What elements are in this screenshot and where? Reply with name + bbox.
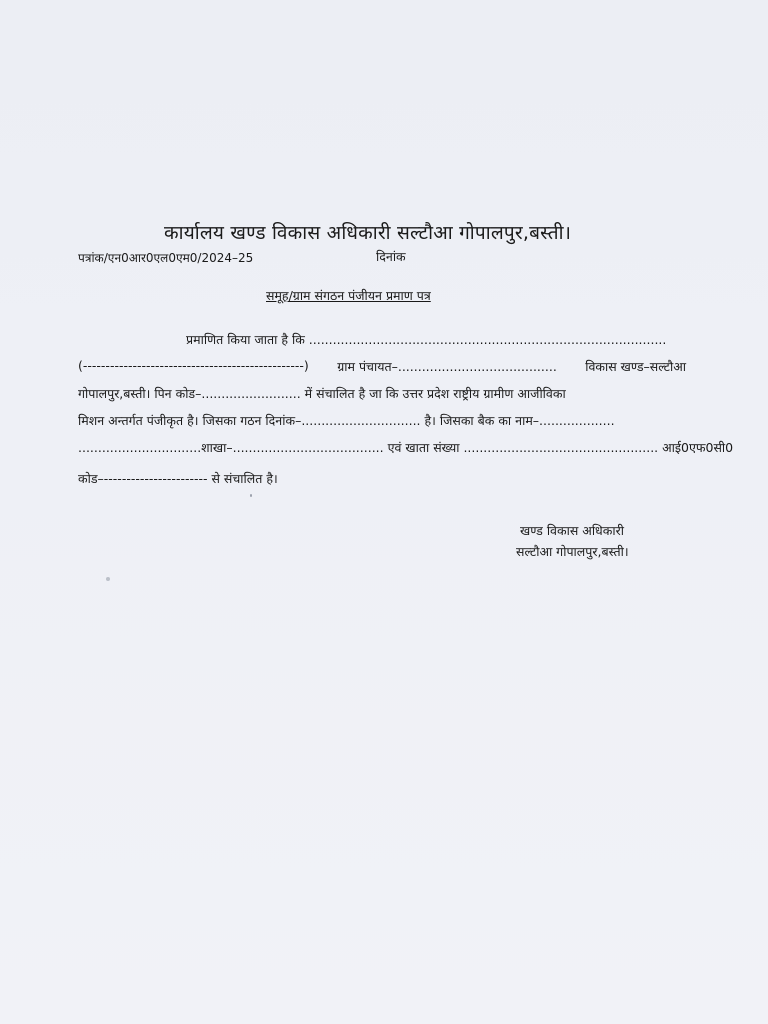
signatory-designation: खण्ड विकास अधिकारी [520, 523, 624, 538]
body-line-3: गोपालपुर,बस्ती। पिन कोड–......................... में संचालित है जा कि उत्तर प्रदेश राष्ट्रीय ग्रामीण आजीविका [78, 386, 566, 401]
signatory-place: सल्टौआ गोपालपुर,बस्ती। [516, 544, 629, 559]
paper-speck [106, 577, 110, 581]
body-line-1: प्रमाणित किया जाता है कि .......................................................................................... [186, 332, 667, 347]
date-label: दिनांक [376, 249, 406, 264]
block-field: विकास खण्ड–सल्टौआ [585, 359, 686, 374]
body-line-6: कोड–----------------------- से संचालित है। [78, 471, 278, 486]
certificate-subject: समूह/ग्राम संगठन पंजीयन प्रमाण पत्र [266, 288, 431, 303]
body-line-2 [78, 358, 686, 375]
office-title: कार्यालय खण्ड विकास अधिकारी सल्टौआ गोपालपुर,बस्ती। [164, 222, 572, 244]
body-line-4: मिशन अन्तर्गत पंजीकृत है। जिसका गठन दिनांक–.............................. है। जिसका बैक का नाम–................... [78, 413, 615, 428]
paper-speck [250, 494, 252, 497]
gram-panchayat-field: ग्राम पंचायत–........................................ [337, 359, 557, 374]
body-line-5: ...............................शाखा–...................................... एवं खाता संख्या ................................................. आई0एफ0सी0 [78, 440, 734, 455]
reference-number: पत्रांक/एन0आर0एल0एम0/2024–25 [78, 251, 254, 265]
group-name-blank: (-------------------------------------------------) [78, 358, 309, 373]
